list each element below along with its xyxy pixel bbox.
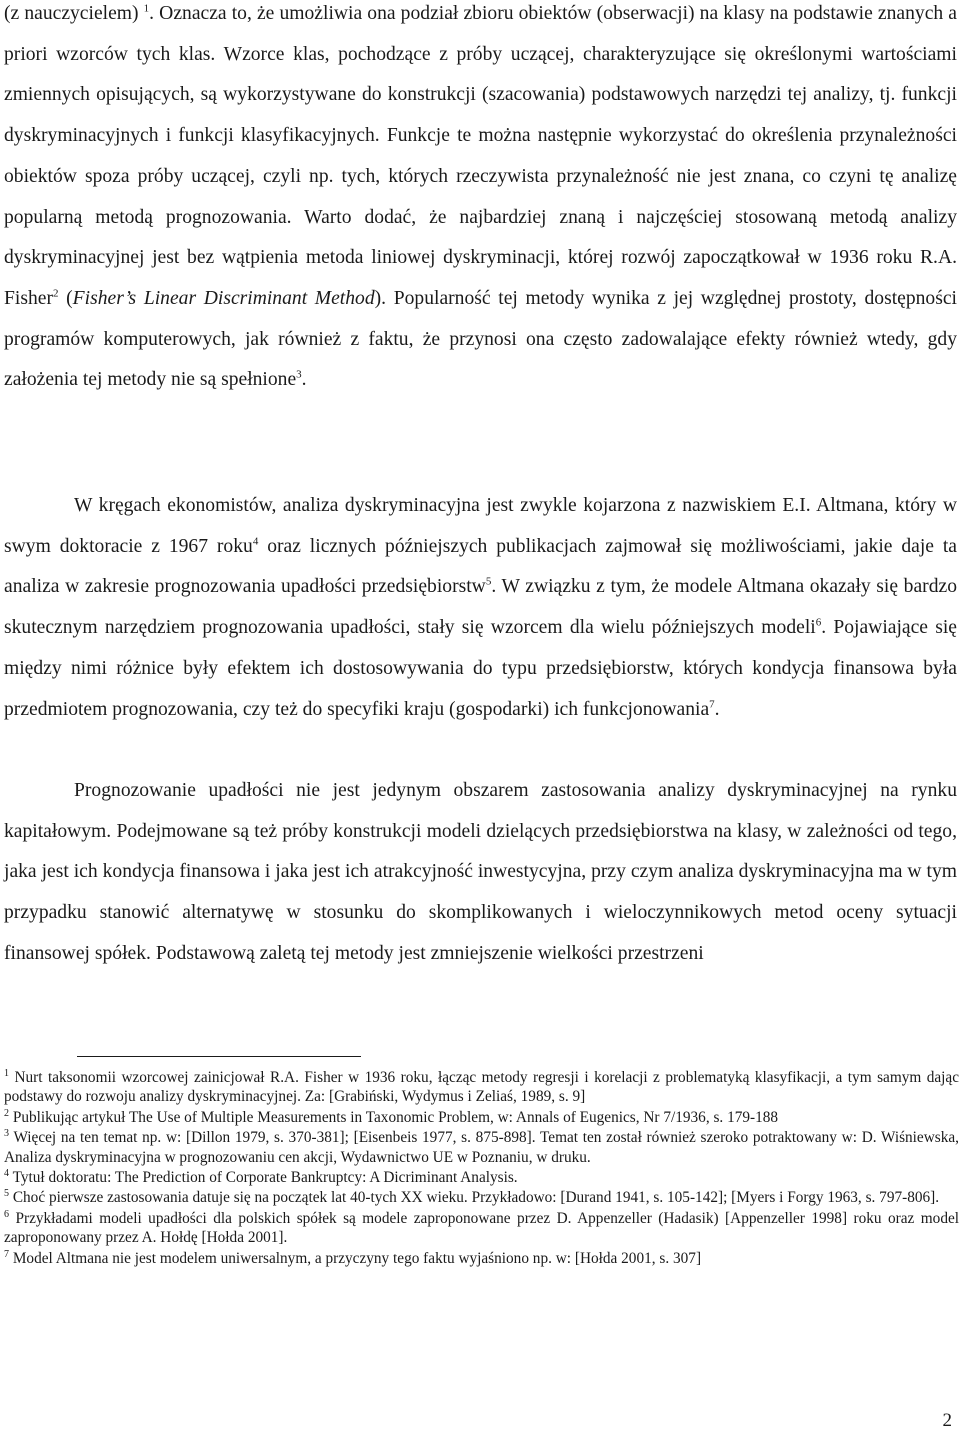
footnote-number: 6 [4, 1208, 9, 1220]
footnote-3 [4, 1128, 959, 1167]
footnote-number: 4 [4, 1167, 9, 1179]
footnote-ref-7: 7 [709, 697, 715, 710]
footnote-number: 5 [4, 1188, 9, 1200]
paragraph-2 [4, 486, 957, 730]
text: (z nauczycielem) [4, 3, 144, 24]
paragraph-3 [4, 771, 957, 975]
text: ( [58, 287, 73, 309]
footnotes [4, 1068, 959, 1269]
footnote-text: Choć pierwsze zastosowania datuje się na początek lat 40-tych XX wieku. Przykładowo: [Durand 1941, s. 105-142]; [Myers i Forgy 1963, s. 797-806]. [12, 1189, 940, 1207]
footnote-4 [4, 1168, 959, 1187]
footnote-text: Model Altmana nie jest modelem uniwersalnym, a przyczyny tego faktu wyjaśniono np. w: [Hołda 2001, s. 307] [12, 1249, 702, 1267]
footnote-7 [4, 1249, 959, 1268]
footnote-2 [4, 1108, 959, 1127]
footnote-ref-3: 3 [296, 368, 302, 381]
text: . Oznacza to, że umożliwia ona podział zbioru obiektów (obserwacji) na klasy na podstawie znanych a priori wzorców tych klas. Wzorce klas, pochodzące z próby uczącej, charakteryzujące się określonymi wartościami zmiennych opisujących, są wykorzystywane do konstrukcji (szacowania) podstawowych narzędzi tej analizy, tj. funkcji dyskryminacyjnych i funkcji klasyfikacyjnych. Funkcje te można następnie wykorzystać do określenia przynależności obiektów spoza próby uczącej, czyli np. tych, których rzeczywista przynależność nie jest znana, co czyni tę analizę popularną metodą prognozowania. Warto dodać, że najbardziej znaną i najczęściej stosowaną metodą analizy dyskryminacyjnej jest bez wątpienia metoda liniowej dyskryminacji, której rozwój zapoczątkował w 1936 roku R.A. Fisher [4, 3, 957, 309]
footnote-number: 7 [4, 1248, 9, 1260]
footnote-number: 3 [4, 1128, 9, 1140]
footnote-separator [77, 1056, 361, 1057]
footnote-5 [4, 1188, 959, 1207]
footnote-ref-4: 4 [252, 535, 259, 548]
footnote-text: Przykładami modeli upadłości dla polskich spółek są modele zaproponowane przez D. Appenzeller (Hadasik) [Appenzeller 1998] roku oraz model zaproponowany przez A. Hołdę [Hołda 2001]. [4, 1209, 960, 1247]
paragraph-1 [4, 0, 957, 401]
footnote-ref-2: 2 [52, 287, 59, 300]
footnote-6 [4, 1209, 959, 1248]
footnote-ref-5: 5 [485, 575, 492, 588]
footnote-ref-6: 6 [815, 616, 822, 629]
footnote-number: 1 [4, 1067, 9, 1079]
footnote-number: 2 [4, 1107, 9, 1119]
footnote-text: Publikując artykuł The Use of Multiple Measurements in Taxonomic Problem, w: Annals of Eugenics, Nr 7/1936, s. 179-188 [12, 1108, 779, 1126]
text: W kręgach ekonomistów, analiza dyskryminacyjna jest zwykle kojarzona z nazwiskiem E.I. Altmana, który w swym doktoracie z 1967 roku [4, 495, 957, 557]
footnote-text: Więcej na ten temat np. w: [Dillon 1979, s. 370-381]; [Eisenbeis 1977, s. 875-898]. Temat ten został również szeroko potraktowany w: D. Wiśniewska, Analiza dyskryminacyjna w prognozowaniu cen akcji, Wydawnictwo UE w Poznaniu, w druku. [4, 1129, 959, 1166]
footnote-text: Nurt taksonomii wzorcowej zainicjował R.A. Fisher w 1936 roku, łącząc metody regresji i korelacji z problematyką klasyfikacji, a tym samym dając podstawy do rozwoju analizy dyskryminacyjnej. Za: [Grabiński, Wydymus i Zeliaś, 1989, s. 9] [4, 1069, 959, 1106]
footnote-1 [4, 1068, 959, 1107]
footnote-text: Tytuł doktoratu: The Prediction of Corporate Bankruptcy: A Dicriminant Analysis. [12, 1169, 518, 1187]
text: ). Popularność tej metody wynika z jej względnej prostoty, dostępności programów komputerowych, jak również z faktu, że przynosi ona często zadowalające efekty również wtedy, gdy założenia tej metody nie są spełnione [4, 287, 957, 391]
text: . W związku z tym, że modele Altmana okazały się bardzo skutecznym narzędziem prognozowania upadłości, stały się wzorcem dla wielu późniejszych modeli [4, 576, 957, 639]
emphasis-method-name: Fisher’s Linear Discriminant Method [72, 287, 375, 309]
text: . [714, 698, 720, 720]
text: Prognozowanie upadłości nie jest jedynym obszarem zastosowania analizy dyskryminacyjnej na rynku kapitałowym. Podejmowane są też próby konstrukcji modeli dzielących przedsiębiorstwa na klasy, w zależności od tego, jaka jest ich kondycja finansowa i jaka jest ich atrakcyjność inwestycyjna, przy czym analiza dyskryminacyjna ma w tym przypadku stanowić alternatywę w stosunku do skomplikowanych i wieloczynnikowych metod oceny sytuacji finansowej spółek. Podstawową zaletą tej metody jest zmniejszenie wielkości przestrzeni [4, 780, 957, 964]
page-number: 2 [942, 1410, 952, 1431]
text: oraz licznych późniejszych publikacjach zajmował się możliwościami, jakie daje ta analiza w zakresie prognozowania upadłości przedsiębiorstw [4, 535, 957, 598]
footnote-ref-1: 1 [143, 2, 150, 15]
text: . [301, 369, 307, 391]
text: . Pojawiające się między nimi różnice były efektem ich dostosowywania do typu przedsiębiorstw, których kondycja finansowa była przedmiotem prognozowania, czy też do specyfiki kraju (gospodarki) ich funkcjonowania [4, 617, 957, 720]
